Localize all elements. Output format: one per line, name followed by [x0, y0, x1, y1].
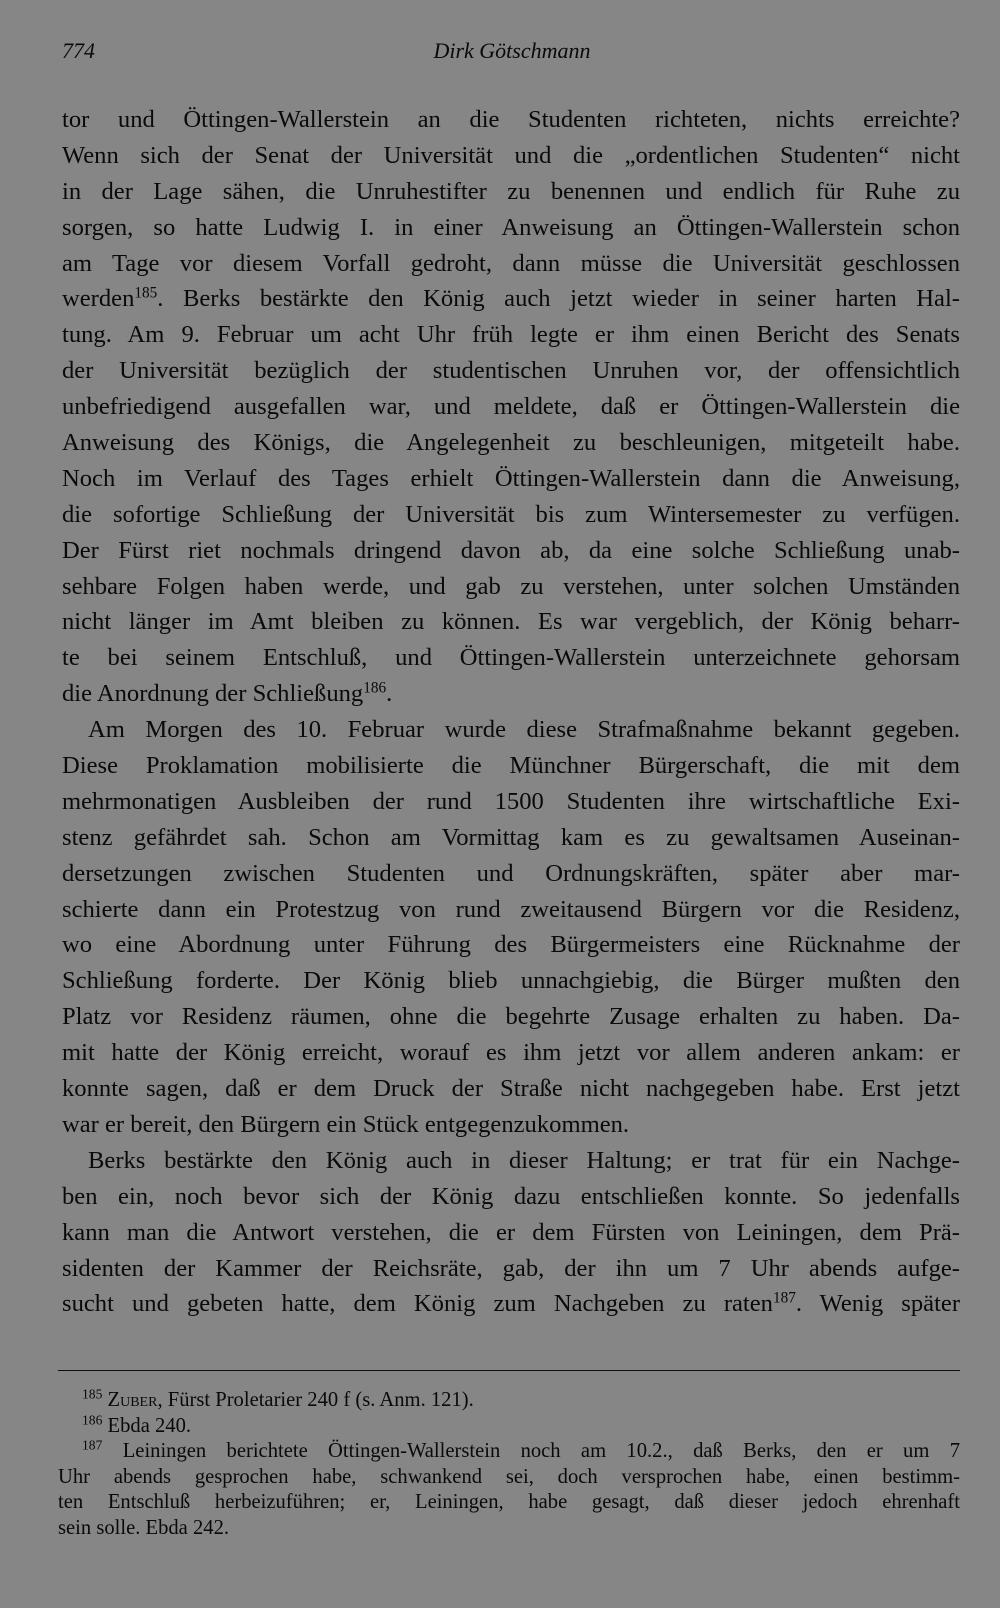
- footnote-ref-185[interactable]: 185: [134, 285, 158, 303]
- body-line: [62, 676, 960, 712]
- page-number: 774: [62, 38, 95, 63]
- footnote-text: Leiningen berichtete Öttingen-Wallerstein noch am 10.2., daß Berks, den er um 7: [122, 1440, 961, 1462]
- body-line: konnte sagen, daß er dem Druck der Straße nicht nachgegeben habe. Erst jetzt: [62, 1075, 960, 1103]
- body-line-text: sucht und gebeten hatte, dem König zum Nachgeben zu raten: [62, 1290, 773, 1318]
- body-line: in der Lage sähen, die Unruhestifter zu benennen und endlich für Ruhe zu: [62, 177, 960, 205]
- body-line: schierte dann ein Protestzug von rund zweitausend Bürgern vor die Residenz,: [62, 895, 960, 923]
- footnote-number: 186: [82, 1412, 103, 1428]
- body-line: Diese Proklamation mobilisierte die Münchner Bürgerschaft, die mit dem: [62, 752, 960, 780]
- footnote-text: sein solle. Ebda 242.: [58, 1516, 230, 1539]
- body-line: Wenn sich der Senat der Universität und die „ordentlichen Studenten“ nicht: [62, 141, 960, 169]
- running-head: [62, 38, 962, 72]
- footnote-author: Zuber: [107, 1389, 158, 1411]
- footnote-187: [58, 1439, 960, 1465]
- body-line: Anweisung des Königs, die Angelegenheit zu beschleunigen, mitgeteilt habe.: [62, 429, 960, 457]
- body-line-text: .: [386, 680, 393, 708]
- body-line: tor und Öttingen-Wallerstein an die Studenten richteten, nichts erreichte?: [62, 106, 960, 133]
- body-line: [62, 281, 960, 317]
- body-line: kann man die Antwort verstehen, die er dem Fürsten von Leiningen, dem Prä-: [62, 1218, 960, 1246]
- body-line: Schließung forderte. Der König blieb unnachgiebig, die Bürger mußten den: [62, 967, 960, 995]
- footnote-186: [58, 1414, 960, 1440]
- body-line-text: die Anordnung der Schließung: [62, 680, 364, 708]
- body-line: mehrmonatigen Ausbleiben der rund 1500 Studenten ihre wirtschaftliche Exi-: [62, 787, 960, 815]
- body-line-text: . Wenig später: [795, 1290, 961, 1318]
- body-line: wo eine Abordnung unter Führung des Bürgermeisters eine Rücknahme der: [62, 931, 960, 959]
- body-line: war er bereit, den Bürgern ein Stück entgegenzukommen.: [62, 1110, 630, 1138]
- footnote-text: Ebda 240.: [107, 1414, 192, 1437]
- running-title: Dirk Götschmann: [433, 38, 591, 63]
- body-line: sidenten der Kammer der Reichsräte, gab, der ihn um 7 Uhr abends aufge-: [62, 1254, 960, 1282]
- body-line: am Tage vor diesem Vorfall gedroht, dann müsse die Universität geschlossen: [62, 249, 960, 277]
- footnote-ref-187[interactable]: 187: [772, 1290, 796, 1308]
- body-line-text: . Berks bestärkte den König auch jetzt wieder in seiner harten Hal-: [157, 285, 960, 313]
- footnote-text: ten Entschluß herbeizuführen; er, Leiningen, habe gesagt, daß dieser jedoch ehrenhaft: [58, 1491, 960, 1513]
- body-line: sorgen, so hatte Ludwig I. in einer Anweisung an Öttingen-Wallerstein schon: [62, 213, 960, 241]
- footnote-ref-186[interactable]: 186: [363, 679, 387, 697]
- body-line: Der Fürst riet nochmals dringend davon ab, da eine solche Schließung unab-: [62, 536, 960, 564]
- footnote-number: 187: [82, 1437, 103, 1453]
- body-line: Berks bestärkte den König auch in dieser Haltung; er trat für ein Nachge-: [88, 1146, 960, 1174]
- body-line: Platz vor Residenz räumen, ohne die begehrte Zusage erhalten zu haben. Da-: [62, 1003, 960, 1031]
- body-line: der Universität bezüglich der studentischen Unruhen vor, der offensichtlich: [62, 357, 960, 385]
- body-line: Noch im Verlauf des Tages erhielt Öttingen-Wallerstein dann die Anweisung,: [62, 464, 960, 492]
- body-line: Am Morgen des 10. Februar wurde diese Strafmaßnahme bekannt gegeben.: [88, 716, 960, 744]
- body-line: stenz gefährdet sah. Schon am Vormittag kam es zu gewaltsamen Auseinan-: [62, 823, 960, 851]
- footnote-text: Uhr abends gesprochen habe, schwankend sei, doch versprochen habe, einen bestimm-: [58, 1465, 960, 1488]
- body-line: nicht länger im Amt bleiben zu können. Es war vergeblich, der König beharr-: [62, 608, 960, 636]
- body-line: unbefriedigend ausgefallen war, und meldete, daß er Öttingen-Wallerstein die: [62, 393, 960, 421]
- body-line: [62, 1286, 960, 1322]
- footnote-divider: [58, 1370, 960, 1371]
- body-line: sehbare Folgen haben werde, und gab zu verstehen, unter solchen Umständen: [62, 572, 960, 600]
- footnotes: [58, 1388, 960, 1541]
- body-line: dersetzungen zwischen Studenten und Ordnungskräften, später aber mar-: [62, 859, 960, 887]
- body-line: te bei seinem Entschluß, und Öttingen-Wallerstein unterzeichnete gehorsam: [62, 644, 960, 672]
- body-line: mit hatte der König erreicht, worauf es ihm jetzt vor allem anderen ankam: er: [62, 1039, 960, 1067]
- footnote-185: [58, 1388, 960, 1414]
- footnote-text: , Fürst Proletarier 240 f (s. Anm. 121).: [157, 1389, 474, 1411]
- body-line: tung. Am 9. Februar um acht Uhr früh legte er ihm einen Bericht des Senats: [62, 321, 960, 349]
- body-line-text: werden: [62, 285, 135, 313]
- body-line: ben ein, noch bevor sich der König dazu entschließen konnte. So jedenfalls: [62, 1182, 960, 1210]
- body-text: [62, 102, 960, 1322]
- footnote-number: 185: [82, 1386, 103, 1402]
- body-line: die sofortige Schließung der Universität bis zum Wintersemester zu verfügen.: [62, 500, 960, 528]
